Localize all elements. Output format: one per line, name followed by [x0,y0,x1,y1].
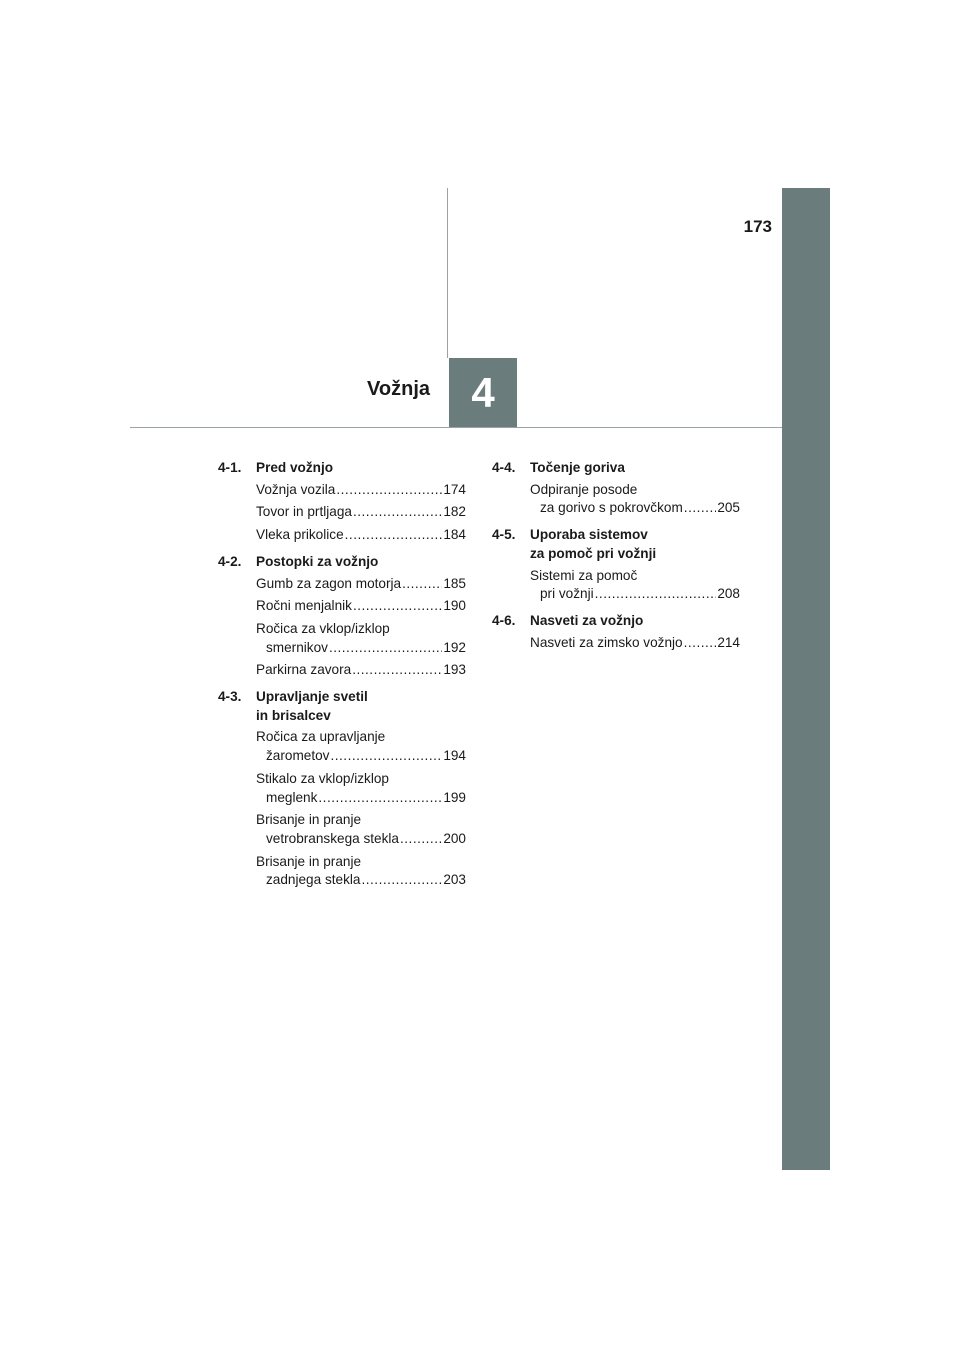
entry-page: 203 [443,872,466,888]
entry-title: Brisanje in pranje [256,812,362,828]
toc-section [492,526,740,604]
entry-title: Vožnja vozila [256,481,336,497]
entry-title: Parkirna zavora [256,662,352,678]
entry-leader-line [530,585,740,604]
dot-leader [336,481,442,500]
dot-leader [361,871,442,890]
entry-page: 200 [443,830,466,846]
entry-page: 182 [443,504,466,520]
entry-title: Tovor in prtljaga [256,504,352,520]
dot-leader [684,499,717,518]
chapter-title: Vožnja [367,378,430,400]
toc-entry[interactable] [218,770,466,807]
section-title: Upravljanje svetil in brisalcev [256,689,368,723]
side-chapter-tab [782,188,830,1170]
dot-leader [684,634,717,653]
toc-section [218,688,466,890]
entry-title-cont: za gorivo s pokrovčkom [540,500,683,516]
toc-entry[interactable] [218,503,466,522]
section-heading [492,459,740,478]
entry-leader-line [256,639,466,658]
section-heading [492,526,740,563]
entry-title-cont: smernikov [266,639,328,655]
dot-leader [353,597,442,616]
entry-title-cont: vetrobranskega stekla [266,830,399,846]
entry-title: Gumb za zagon motorja [256,575,402,591]
toc-section [218,553,466,680]
entry-title: Ročica za vklop/izklop [256,620,390,636]
section-number: 4-3. [218,689,242,705]
toc-entry[interactable] [218,853,466,890]
vertical-rule [447,188,448,358]
entry-title: Vleka prikolice [256,527,344,543]
dot-leader [352,661,442,680]
entry-page: 184 [443,527,466,543]
entry-title-cont: zadnjega stekla [266,872,361,888]
entry-title: Ročica za upravljanje [256,729,386,745]
entry-leader-line [256,747,466,766]
toc-entry[interactable] [218,481,466,500]
entry-page: 199 [443,789,466,805]
toc-section [218,459,466,545]
section-title: Nasveti za vožnjo [530,612,644,628]
entry-page: 205 [717,500,740,516]
toc-column-left [218,459,466,898]
dot-leader [402,575,442,594]
toc-entry[interactable] [218,661,466,680]
toc-entry[interactable] [492,634,740,653]
entry-leader-line [256,597,466,616]
chapter-number: 4 [471,368,495,416]
entry-leader-line [530,499,740,518]
section-heading [218,459,466,478]
section-heading [218,688,466,725]
toc-section [492,459,740,518]
toc-entry[interactable] [218,597,466,616]
toc-section [492,612,740,652]
entry-leader-line [256,575,466,594]
entry-page: 194 [443,748,466,764]
entry-leader-line [256,503,466,522]
entry-page: 193 [443,662,466,678]
entry-leader-line [256,661,466,680]
section-title: Točenje goriva [530,460,625,475]
toc-column-right [492,459,740,660]
entry-leader-line [256,871,466,890]
dot-leader [330,747,442,766]
entry-title: Stikalo za vklop/izklop [256,770,389,786]
dot-leader [400,830,442,849]
toc-entry[interactable] [218,728,466,765]
section-heading [492,612,740,631]
entry-leader-line [256,789,466,808]
dot-leader [345,526,443,545]
entry-title-cont: meglenk [266,789,318,805]
dot-leader [353,503,442,522]
entry-title: Odpiranje posode [530,481,638,497]
section-number: 4-6. [492,612,516,628]
entry-page: 190 [443,598,466,614]
toc-entry[interactable] [218,526,466,545]
entry-leader-line [256,481,466,500]
toc-entry[interactable] [218,620,466,657]
entry-leader-line [256,526,466,545]
entry-page: 174 [443,481,466,497]
horizontal-rule [130,427,782,428]
entry-page: 214 [717,634,740,650]
chapter-number-box [449,358,517,427]
entry-leader-line [256,830,466,849]
entry-page: 185 [443,575,466,591]
entry-leader-line [530,634,740,653]
section-title: Pred vožnjo [256,460,334,475]
page-number: 173 [743,217,772,236]
entry-title-cont: pri vožnji [540,586,594,602]
entry-title: Ročni menjalnik [256,598,352,614]
section-heading [218,553,466,572]
entry-page: 208 [717,586,740,602]
section-number: 4-5. [492,527,516,543]
entry-title: Sistemi za pomoč [530,567,638,583]
section-title: Postopki za vožnjo [256,553,379,569]
toc-entry[interactable] [218,575,466,594]
dot-leader [329,639,442,658]
section-number: 4-2. [218,553,242,569]
section-number: 4-1. [218,460,242,475]
toc-entry[interactable] [218,811,466,848]
toc-entry[interactable] [492,567,740,604]
toc-entry[interactable] [492,481,740,518]
entry-title: Nasveti za zimsko vožnjo [530,634,683,650]
dot-leader [595,585,717,604]
entry-title-cont: žarometov [266,748,330,764]
entry-title: Brisanje in pranje [256,853,362,869]
section-title: Uporaba sistemov za pomoč pri vožnji [530,527,657,561]
section-number: 4-4. [492,460,516,475]
entry-page: 192 [443,639,466,655]
dot-leader [318,789,442,808]
